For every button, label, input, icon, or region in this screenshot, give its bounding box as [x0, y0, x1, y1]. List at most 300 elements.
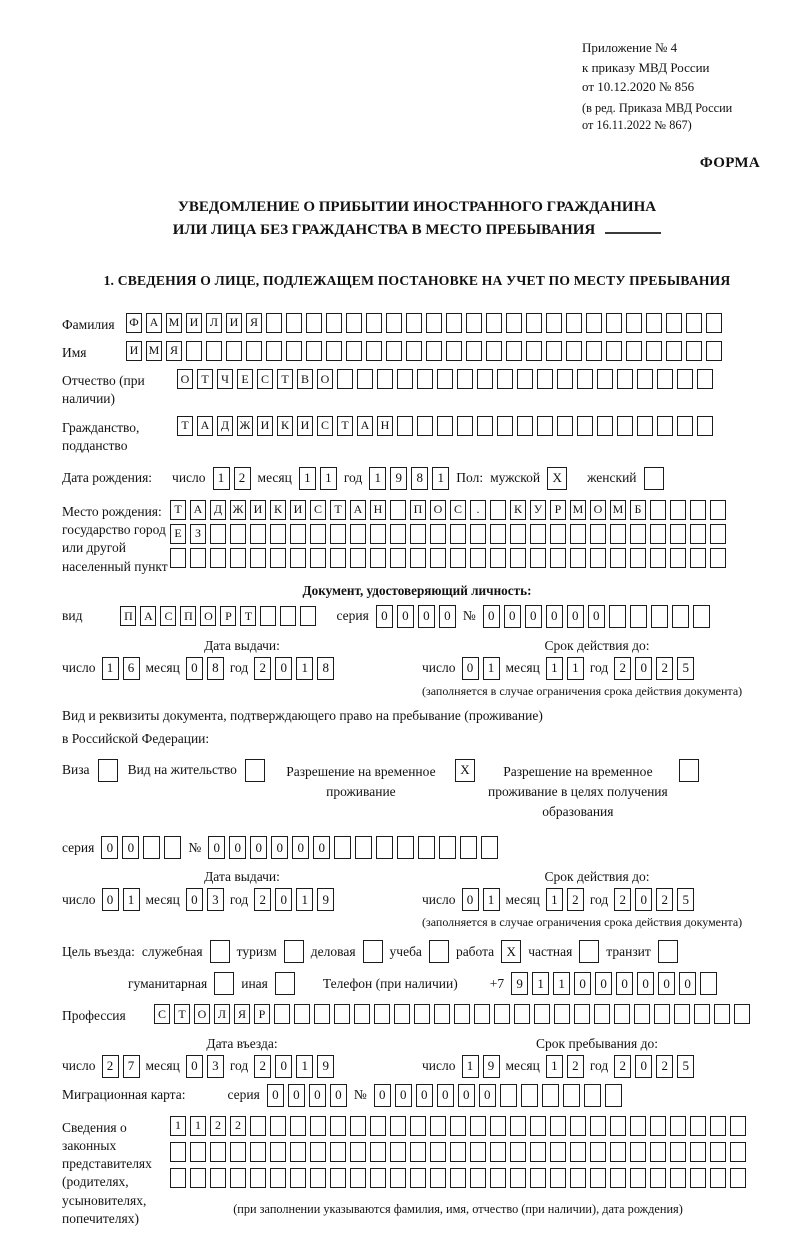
char-cell[interactable]: 0	[416, 1084, 433, 1107]
char-cell[interactable]	[490, 500, 506, 520]
char-cell[interactable]: 0	[267, 1084, 284, 1107]
char-cell[interactable]: 9	[317, 1055, 334, 1078]
char-cell[interactable]	[666, 313, 682, 333]
char-cell[interactable]	[417, 369, 433, 389]
char-cell[interactable]	[366, 341, 382, 361]
char-cell[interactable]	[490, 524, 506, 544]
char-cell[interactable]	[314, 1004, 330, 1024]
char-cell[interactable]	[657, 416, 673, 436]
char-cell[interactable]: 0	[292, 836, 309, 859]
char-cell[interactable]	[570, 1142, 586, 1162]
char-cell[interactable]: Н	[377, 416, 393, 436]
char-cell[interactable]	[630, 524, 646, 544]
char-cell[interactable]	[354, 1004, 370, 1024]
char-cell[interactable]	[610, 1116, 626, 1136]
char-cell[interactable]: 1	[369, 467, 386, 490]
char-cell[interactable]: 1	[546, 1055, 563, 1078]
char-cell[interactable]: 1	[567, 657, 584, 680]
char-cell[interactable]	[330, 1142, 346, 1162]
char-cell[interactable]	[651, 605, 668, 628]
char-cell[interactable]	[164, 836, 181, 859]
char-cell[interactable]: 1	[553, 972, 570, 995]
char-cell[interactable]	[270, 1168, 286, 1188]
char-cell[interactable]: 0	[374, 1084, 391, 1107]
char-cell[interactable]	[670, 548, 686, 568]
char-cell[interactable]: Т	[170, 500, 186, 520]
char-cell[interactable]	[710, 1116, 726, 1136]
char-cell[interactable]	[376, 836, 393, 859]
char-cell[interactable]	[490, 548, 506, 568]
char-cell[interactable]: 6	[123, 657, 140, 680]
char-cell[interactable]	[650, 548, 666, 568]
char-cell[interactable]: 1	[190, 1116, 206, 1136]
char-cell[interactable]: Т	[174, 1004, 190, 1024]
char-cell[interactable]	[370, 524, 386, 544]
char-cell[interactable]: 0	[637, 972, 654, 995]
char-cell[interactable]	[270, 1116, 286, 1136]
char-cell[interactable]: 2	[614, 888, 631, 911]
char-cell[interactable]	[250, 548, 266, 568]
char-cell[interactable]	[650, 1168, 666, 1188]
char-cell[interactable]	[290, 1116, 306, 1136]
char-cell[interactable]	[230, 1142, 246, 1162]
char-cell[interactable]	[554, 1004, 570, 1024]
char-cell[interactable]	[686, 313, 702, 333]
char-cell[interactable]	[397, 416, 413, 436]
char-cell[interactable]	[426, 313, 442, 333]
char-cell[interactable]: 9	[317, 888, 334, 911]
char-cell[interactable]: К	[270, 500, 286, 520]
char-cell[interactable]	[346, 313, 362, 333]
char-cell[interactable]	[286, 313, 302, 333]
char-cell[interactable]: М	[570, 500, 586, 520]
char-cell[interactable]	[546, 313, 562, 333]
char-cell[interactable]	[437, 416, 453, 436]
char-cell[interactable]	[334, 1004, 350, 1024]
char-cell[interactable]	[406, 341, 422, 361]
char-cell[interactable]	[510, 548, 526, 568]
char-cell[interactable]	[300, 606, 316, 626]
char-cell[interactable]	[350, 1116, 366, 1136]
char-cell[interactable]	[614, 1004, 630, 1024]
char-cell[interactable]	[510, 1168, 526, 1188]
char-cell[interactable]	[390, 1142, 406, 1162]
char-cell[interactable]	[474, 1004, 490, 1024]
char-cell[interactable]: 0	[595, 972, 612, 995]
char-cell[interactable]	[637, 416, 653, 436]
char-cell[interactable]: 0	[479, 1084, 496, 1107]
char-cell[interactable]: 0	[101, 836, 118, 859]
char-cell[interactable]	[670, 1142, 686, 1162]
char-cell[interactable]	[690, 1168, 706, 1188]
char-cell[interactable]	[510, 1116, 526, 1136]
char-cell[interactable]	[170, 1142, 186, 1162]
char-cell[interactable]	[706, 341, 722, 361]
char-cell[interactable]	[517, 369, 533, 389]
char-cell[interactable]: О	[317, 369, 333, 389]
char-cell[interactable]	[390, 524, 406, 544]
char-cell[interactable]	[481, 836, 498, 859]
char-cell[interactable]: О	[177, 369, 193, 389]
char-cell[interactable]: 1	[462, 1055, 479, 1078]
char-cell[interactable]: О	[194, 1004, 210, 1024]
char-cell[interactable]: Л	[206, 313, 222, 333]
char-cell[interactable]	[330, 1168, 346, 1188]
char-cell[interactable]	[584, 1084, 601, 1107]
char-cell[interactable]	[654, 1004, 670, 1024]
char-cell[interactable]: И	[290, 500, 306, 520]
char-cell[interactable]: 0	[567, 605, 584, 628]
char-cell[interactable]	[694, 1004, 710, 1024]
char-cell[interactable]	[506, 313, 522, 333]
char-cell[interactable]: 2	[656, 657, 673, 680]
char-cell[interactable]: Я	[234, 1004, 250, 1024]
char-cell[interactable]	[246, 341, 262, 361]
char-cell[interactable]: Ч	[217, 369, 233, 389]
char-cell[interactable]	[386, 341, 402, 361]
char-cell[interactable]: 2	[567, 888, 584, 911]
char-cell[interactable]	[490, 1142, 506, 1162]
char-cell[interactable]	[230, 524, 246, 544]
char-cell[interactable]: 0	[271, 836, 288, 859]
char-cell[interactable]	[337, 369, 353, 389]
char-cell[interactable]	[418, 836, 435, 859]
char-cell[interactable]	[437, 369, 453, 389]
char-cell[interactable]	[566, 341, 582, 361]
char-cell[interactable]	[546, 341, 562, 361]
char-cell[interactable]	[350, 524, 366, 544]
char-cell[interactable]: 1	[432, 467, 449, 490]
char-cell[interactable]	[460, 836, 477, 859]
purpose-private-checkbox[interactable]	[579, 940, 599, 963]
char-cell[interactable]: С	[317, 416, 333, 436]
char-cell[interactable]	[346, 341, 362, 361]
char-cell[interactable]	[690, 524, 706, 544]
char-cell[interactable]: 1	[296, 1055, 313, 1078]
char-cell[interactable]	[710, 524, 726, 544]
char-cell[interactable]	[666, 341, 682, 361]
char-cell[interactable]	[374, 1004, 390, 1024]
char-cell[interactable]	[486, 313, 502, 333]
char-cell[interactable]	[357, 369, 373, 389]
char-cell[interactable]	[605, 1084, 622, 1107]
char-cell[interactable]	[250, 1168, 266, 1188]
char-cell[interactable]	[630, 548, 646, 568]
char-cell[interactable]	[143, 836, 160, 859]
char-cell[interactable]: 0	[504, 605, 521, 628]
char-cell[interactable]: 0	[186, 657, 203, 680]
char-cell[interactable]: 0	[635, 888, 652, 911]
char-cell[interactable]	[430, 524, 446, 544]
char-cell[interactable]: 1	[546, 888, 563, 911]
char-cell[interactable]	[457, 369, 473, 389]
char-cell[interactable]	[670, 1168, 686, 1188]
char-cell[interactable]	[430, 1142, 446, 1162]
char-cell[interactable]: М	[166, 313, 182, 333]
char-cell[interactable]: А	[357, 416, 373, 436]
char-cell[interactable]	[306, 341, 322, 361]
char-cell[interactable]	[486, 341, 502, 361]
char-cell[interactable]	[446, 313, 462, 333]
char-cell[interactable]	[510, 1142, 526, 1162]
char-cell[interactable]	[370, 1168, 386, 1188]
char-cell[interactable]	[186, 341, 202, 361]
char-cell[interactable]: 2	[254, 657, 271, 680]
char-cell[interactable]	[310, 548, 326, 568]
char-cell[interactable]	[397, 369, 413, 389]
char-cell[interactable]: 7	[123, 1055, 140, 1078]
char-cell[interactable]: И	[186, 313, 202, 333]
char-cell[interactable]	[266, 313, 282, 333]
char-cell[interactable]	[630, 605, 647, 628]
char-cell[interactable]: 2	[614, 657, 631, 680]
char-cell[interactable]: Т	[330, 500, 346, 520]
char-cell[interactable]: О	[430, 500, 446, 520]
char-cell[interactable]: 1	[296, 657, 313, 680]
char-cell[interactable]	[606, 341, 622, 361]
char-cell[interactable]	[170, 1168, 186, 1188]
char-cell[interactable]	[530, 548, 546, 568]
char-cell[interactable]: 0	[483, 605, 500, 628]
char-cell[interactable]	[514, 1004, 530, 1024]
char-cell[interactable]	[270, 1142, 286, 1162]
char-cell[interactable]: 0	[122, 836, 139, 859]
char-cell[interactable]: О	[200, 606, 216, 626]
char-cell[interactable]: С	[154, 1004, 170, 1024]
char-cell[interactable]	[350, 1168, 366, 1188]
char-cell[interactable]	[646, 313, 662, 333]
char-cell[interactable]: 2	[254, 1055, 271, 1078]
char-cell[interactable]	[290, 1168, 306, 1188]
char-cell[interactable]	[350, 1142, 366, 1162]
char-cell[interactable]	[617, 369, 633, 389]
char-cell[interactable]	[294, 1004, 310, 1024]
char-cell[interactable]: Р	[550, 500, 566, 520]
char-cell[interactable]: Т	[277, 369, 293, 389]
char-cell[interactable]: 1	[546, 657, 563, 680]
option-residence-permit-checkbox[interactable]	[245, 759, 265, 782]
char-cell[interactable]: И	[297, 416, 313, 436]
char-cell[interactable]: 3	[207, 1055, 224, 1078]
char-cell[interactable]	[430, 1116, 446, 1136]
char-cell[interactable]	[526, 313, 542, 333]
char-cell[interactable]	[550, 1142, 566, 1162]
char-cell[interactable]	[326, 313, 342, 333]
char-cell[interactable]	[334, 836, 351, 859]
char-cell[interactable]: 0	[229, 836, 246, 859]
char-cell[interactable]	[190, 1168, 206, 1188]
purpose-business-checkbox[interactable]	[363, 940, 383, 963]
char-cell[interactable]: С	[310, 500, 326, 520]
char-cell[interactable]: 0	[546, 605, 563, 628]
char-cell[interactable]	[430, 1168, 446, 1188]
char-cell[interactable]	[730, 1142, 746, 1162]
char-cell[interactable]	[414, 1004, 430, 1024]
char-cell[interactable]	[406, 313, 422, 333]
char-cell[interactable]	[250, 1142, 266, 1162]
char-cell[interactable]: 2	[567, 1055, 584, 1078]
char-cell[interactable]: 0	[574, 972, 591, 995]
char-cell[interactable]	[439, 836, 456, 859]
char-cell[interactable]	[350, 548, 366, 568]
char-cell[interactable]	[310, 1116, 326, 1136]
char-cell[interactable]	[597, 369, 613, 389]
char-cell[interactable]	[530, 1168, 546, 1188]
char-cell[interactable]	[610, 1168, 626, 1188]
char-cell[interactable]: 3	[207, 888, 224, 911]
char-cell[interactable]	[690, 548, 706, 568]
char-cell[interactable]	[610, 548, 626, 568]
char-cell[interactable]	[370, 1116, 386, 1136]
char-cell[interactable]	[330, 1116, 346, 1136]
option-visa-checkbox[interactable]	[98, 759, 118, 782]
char-cell[interactable]: С	[257, 369, 273, 389]
char-cell[interactable]	[609, 605, 626, 628]
char-cell[interactable]: 0	[439, 605, 456, 628]
char-cell[interactable]	[286, 341, 302, 361]
char-cell[interactable]: 0	[395, 1084, 412, 1107]
char-cell[interactable]: 0	[397, 605, 414, 628]
char-cell[interactable]	[590, 1168, 606, 1188]
char-cell[interactable]	[210, 524, 226, 544]
char-cell[interactable]	[534, 1004, 550, 1024]
char-cell[interactable]	[690, 500, 706, 520]
char-cell[interactable]	[617, 416, 633, 436]
char-cell[interactable]	[426, 341, 442, 361]
char-cell[interactable]	[326, 341, 342, 361]
char-cell[interactable]: О	[590, 500, 606, 520]
char-cell[interactable]: 0	[275, 657, 292, 680]
char-cell[interactable]: Л	[214, 1004, 230, 1024]
char-cell[interactable]	[397, 836, 414, 859]
char-cell[interactable]	[386, 313, 402, 333]
purpose-official-checkbox[interactable]	[210, 940, 230, 963]
char-cell[interactable]	[390, 500, 406, 520]
char-cell[interactable]: 0	[635, 657, 652, 680]
char-cell[interactable]	[310, 524, 326, 544]
char-cell[interactable]: 2	[210, 1116, 226, 1136]
char-cell[interactable]: 0	[288, 1084, 305, 1107]
char-cell[interactable]	[330, 524, 346, 544]
char-cell[interactable]: В	[297, 369, 313, 389]
char-cell[interactable]: 5	[677, 1055, 694, 1078]
char-cell[interactable]	[550, 524, 566, 544]
char-cell[interactable]	[230, 1168, 246, 1188]
purpose-humanitarian-checkbox[interactable]	[214, 972, 234, 995]
char-cell[interactable]: Т	[177, 416, 193, 436]
purpose-other-checkbox[interactable]	[275, 972, 295, 995]
char-cell[interactable]: 8	[411, 467, 428, 490]
char-cell[interactable]	[550, 548, 566, 568]
gender-male-checkbox[interactable]: X	[547, 467, 567, 490]
char-cell[interactable]	[274, 1004, 290, 1024]
char-cell[interactable]	[470, 1116, 486, 1136]
char-cell[interactable]	[457, 416, 473, 436]
char-cell[interactable]	[594, 1004, 610, 1024]
char-cell[interactable]: 0	[418, 605, 435, 628]
char-cell[interactable]	[306, 313, 322, 333]
char-cell[interactable]	[690, 1116, 706, 1136]
char-cell[interactable]: 0	[376, 605, 393, 628]
char-cell[interactable]	[706, 313, 722, 333]
char-cell[interactable]	[710, 1168, 726, 1188]
char-cell[interactable]: 0	[186, 1055, 203, 1078]
char-cell[interactable]	[597, 416, 613, 436]
char-cell[interactable]	[470, 1142, 486, 1162]
char-cell[interactable]	[566, 313, 582, 333]
char-cell[interactable]: 0	[525, 605, 542, 628]
char-cell[interactable]: И	[250, 500, 266, 520]
char-cell[interactable]	[210, 548, 226, 568]
char-cell[interactable]	[446, 341, 462, 361]
char-cell[interactable]	[417, 416, 433, 436]
char-cell[interactable]	[590, 1116, 606, 1136]
char-cell[interactable]: 1	[320, 467, 337, 490]
char-cell[interactable]	[590, 1142, 606, 1162]
char-cell[interactable]	[497, 416, 513, 436]
char-cell[interactable]	[410, 1168, 426, 1188]
char-cell[interactable]	[557, 416, 573, 436]
char-cell[interactable]: Т	[197, 369, 213, 389]
char-cell[interactable]: 0	[458, 1084, 475, 1107]
char-cell[interactable]	[677, 416, 693, 436]
char-cell[interactable]: 0	[208, 836, 225, 859]
char-cell[interactable]	[586, 313, 602, 333]
char-cell[interactable]: Ж	[230, 500, 246, 520]
char-cell[interactable]	[557, 369, 573, 389]
char-cell[interactable]	[626, 341, 642, 361]
char-cell[interactable]	[170, 548, 186, 568]
char-cell[interactable]	[657, 369, 673, 389]
char-cell[interactable]	[410, 1116, 426, 1136]
char-cell[interactable]: 2	[102, 1055, 119, 1078]
char-cell[interactable]: К	[277, 416, 293, 436]
char-cell[interactable]: Ж	[237, 416, 253, 436]
char-cell[interactable]	[700, 972, 717, 995]
char-cell[interactable]	[537, 416, 553, 436]
char-cell[interactable]: Т	[240, 606, 256, 626]
char-cell[interactable]	[670, 1116, 686, 1136]
char-cell[interactable]: И	[257, 416, 273, 436]
char-cell[interactable]	[586, 341, 602, 361]
char-cell[interactable]	[260, 606, 276, 626]
char-cell[interactable]	[577, 416, 593, 436]
char-cell[interactable]	[490, 1168, 506, 1188]
char-cell[interactable]	[634, 1004, 650, 1024]
char-cell[interactable]	[210, 1168, 226, 1188]
char-cell[interactable]: 9	[483, 1055, 500, 1078]
char-cell[interactable]	[450, 1116, 466, 1136]
char-cell[interactable]: Р	[254, 1004, 270, 1024]
char-cell[interactable]	[710, 500, 726, 520]
char-cell[interactable]	[250, 524, 266, 544]
char-cell[interactable]: П	[410, 500, 426, 520]
char-cell[interactable]	[434, 1004, 450, 1024]
char-cell[interactable]	[650, 1142, 666, 1162]
char-cell[interactable]	[210, 1142, 226, 1162]
char-cell[interactable]	[490, 1116, 506, 1136]
char-cell[interactable]	[377, 369, 393, 389]
char-cell[interactable]: 1	[170, 1116, 186, 1136]
char-cell[interactable]	[190, 1142, 206, 1162]
char-cell[interactable]	[574, 1004, 590, 1024]
char-cell[interactable]	[454, 1004, 470, 1024]
char-cell[interactable]: 1	[213, 467, 230, 490]
char-cell[interactable]	[500, 1084, 517, 1107]
char-cell[interactable]: 0	[275, 888, 292, 911]
char-cell[interactable]	[270, 548, 286, 568]
char-cell[interactable]: 1	[483, 657, 500, 680]
